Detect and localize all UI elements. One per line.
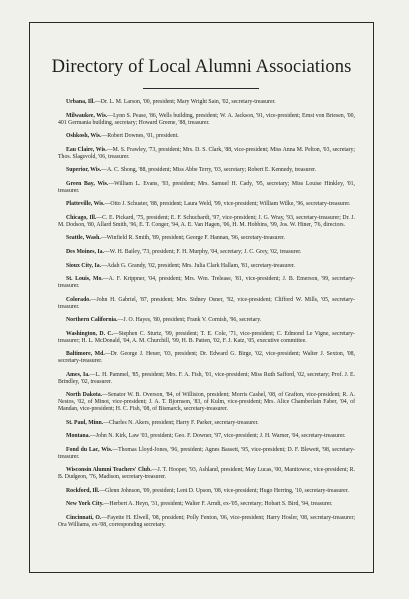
association-place: Platteville, Wis. [66,201,105,208]
association-place: St. Louis, Mo. [66,276,103,283]
association-officers: —John H. Gabriel, '87, president; Mrs. Sidney Osner, '92, vice-president; Clifford W. Mills, '05, secretary-treasurer. [58,296,355,310]
association-place: Baltimore, Md. [66,351,105,358]
association-place: Urbana, Ill. [66,99,95,105]
association-list [58,99,355,536]
association-place: Seattle, Wash. [66,235,101,242]
association-officers: —Thomas Lloyd-Jones, '96, president; Agnes Bassett, '95, vice-president; D. F. Blewett, '98, secretary-treasurer. [58,446,355,460]
association-officers: —Dr. George J. Heuer, '03, president; Dr. Edward G. Birge, '02, vice-president; Walter J. Sexton, '08, secretary-treasurer. [58,351,355,365]
association-officers: —Otto J. Schuster, '88, president; Laura Weld, '99, vice-president; William Wilke, '96, secretary-treasurer. [104,201,351,208]
association-entry [58,467,355,481]
association-entry [58,501,355,508]
association-entry [58,433,355,440]
association-officers: —A. F. Krippner, '04, president; Mrs. Wm. Trelease, '81, vice-president; J. B. Emerson, '99, secretary-treasurer. [58,276,355,290]
association-officers: —Fayette H. Elwell, '08, president; Polly Fenton, '06, vice-president; Harry Hosler, '08, secretary-treasurer; Ora Williams, ex-'08, corresponding secretary. [58,515,355,528]
association-place: Rockford, Ill. [66,487,100,494]
association-entry [58,235,355,242]
association-place: Washington, D. C. [66,330,113,337]
association-officers: —Senator W. B. Overson, '84, of Williston, president; Morris Cashel, '08, of Grafton, vice-president; R. A. Nestos, '02, of Minot, vice-president; J. A. T. Bjornson, '83, of Kulm, vice-president; Mrs. Alice Chamberlain Faber, '04, of Mandan, vice-president; H. C. Fish, '08, of Bismarck, secretary-treasurer. [58,392,355,413]
association-entry [58,147,355,161]
association-entry [58,181,355,195]
association-place: Des Moines, Ia. [66,248,104,255]
association-entry [58,215,355,229]
association-place: New York City. [66,501,104,508]
association-officers: —Glenn Johnson, '09, president; Lent D. Upson, '08, vice-president; Hugo Herring, '10, secretary-treasurer. [99,487,349,494]
association-officers: —Winfield R. Smith, '89, president; George F. Hannan, '96, secretary-treasurer. [100,235,286,242]
association-officers: —L. H. Pammel, '85, president; Mrs. F. A. Fish, '01, vice-president; Miss Ruth Safford, '02, secretary; Prof. J. E. Brindley, '02, treasurer. [58,371,355,385]
association-place: Northern California. [66,317,118,324]
association-officers: —Charles N. Akers, president; Harry F. Parker, secretary-treasurer. [103,419,259,426]
association-officers: —J. O. Hayes, '80, president; Frank V. Cornish, '96, secretary. [117,317,262,324]
association-officers: —W. H. Bailey, '73, president; F. H. Murphy, '04, secretary; J. C. Grey, '02, treasurer. [104,248,302,255]
association-officers: —C. E. Pickard, '75, president; E. F. Schuchardt, '97, vice-president; J. G. Wray, '93, secretary-treasurer; Dr. J. M. Dodson, '80, Allard Smith, '96, E. T. Conger, '94, A. E. Van Hagen, '06, H. M. Hobbins, '99, Jos. W. Hiner, '76, directors. [58,214,355,228]
association-officers: —J. T. Hooper, '93, Ashland, president; May Lucas, '00, Manitowoc, vice-president; R. B. Dudgeon, '76, Madison, secretary-treasurer. [58,467,355,481]
association-entry [58,133,355,140]
association-place: Chicago, Ill. [66,214,97,221]
association-place: Oshkosh, Wis. [66,133,102,140]
association-place: Fond du Lac, Wis. [66,446,113,453]
association-officers: —A. C. Shong, '88, president; Miss Abbe Terry, '03, secretary; Robert E. Kennedy, treasurer. [101,167,317,174]
association-entry [58,297,355,311]
association-place: St. Paul, Minn. [66,419,104,426]
association-place: Green Bay, Wis. [66,180,109,187]
association-entry [58,447,355,461]
association-place: Colorado. [66,296,91,303]
association-officers: —Adah G. Grandy, '02, president; Mrs. Julia Clark Hallam, '81, secretary-treasurer. [101,262,295,269]
association-place: Sioux City, Ia. [66,262,102,269]
association-entry [58,113,355,127]
association-officers: —Lynn S. Pease, '86, Wells building, president; W. A. Jackson, '91, vice-president; Ernst von Briesen, '00, 401 Germania building, secretary; Howard Greene, '88, treasurer. [58,112,355,126]
page-title: Directory of Local Alumni Associations [51,57,352,77]
association-entry [58,276,355,290]
association-officers: —M. S. Frawley, '73, president; Mrs. D. S. Clark, '88, vice-president; Miss Anna M. Pelton, '03, secretary; Thos. Slagsvold, '06, treasurer. [58,146,355,160]
association-place: North Dakota. [66,392,103,399]
association-entry [58,317,355,324]
association-place: Ames, Ia. [66,371,90,378]
association-place: Cincinnati, O. [66,515,102,522]
title-divider [143,88,259,89]
association-officers: —Stephen C. Sturtz, '99, president; T. E. Cole, '71, vice-president; C. Edmond Le Vigne, secretary-treasurer; H. L. McDonald, '04, A. M. Churchill, '99, H. B. Patten, '02, F. J. Katz, '05, executive committee. [58,330,355,344]
association-entry [58,331,355,345]
association-entry [58,249,355,256]
association-entry [58,99,355,106]
association-entry [58,351,355,365]
association-entry [58,201,355,208]
association-place: Montana. [66,433,90,440]
association-place: Superior, Wis. [66,167,102,174]
association-entry [58,488,355,495]
association-place: Eau Claire, Wis. [66,146,107,153]
association-entry [58,372,355,386]
association-place: Wisconsin Alumni Teachers' Club. [66,467,152,474]
association-entry [58,515,355,529]
association-entry [58,420,355,427]
association-officers: —Robert Downes, '01, president. [101,133,179,140]
association-entry [58,263,355,270]
association-entry [58,392,355,413]
association-officers: —Herbert A. Heyn, '31, president; Walter F. Arndt, ex-'05, secretary; Hobart S. Bird, '94, treasurer. [103,501,333,508]
association-officers: —John N. Kirk, Law '03, president; Geo. F. Downer, '97, vice-president; J. H. Warner, '04, secretary-treasurer. [90,433,346,440]
association-entry [58,167,355,174]
association-place: Milwaukee, Wis. [66,112,108,119]
association-officers: —William L. Evans, '93, president; Mrs. Samuel H. Cady, '95, secretary; Miss Louise Hinkley, '01, treasurer. [58,180,355,194]
association-officers: —Dr. L. M. Larson, '00, president; Mary Wright Sain, '02, secretary-treasurer. [94,99,276,105]
